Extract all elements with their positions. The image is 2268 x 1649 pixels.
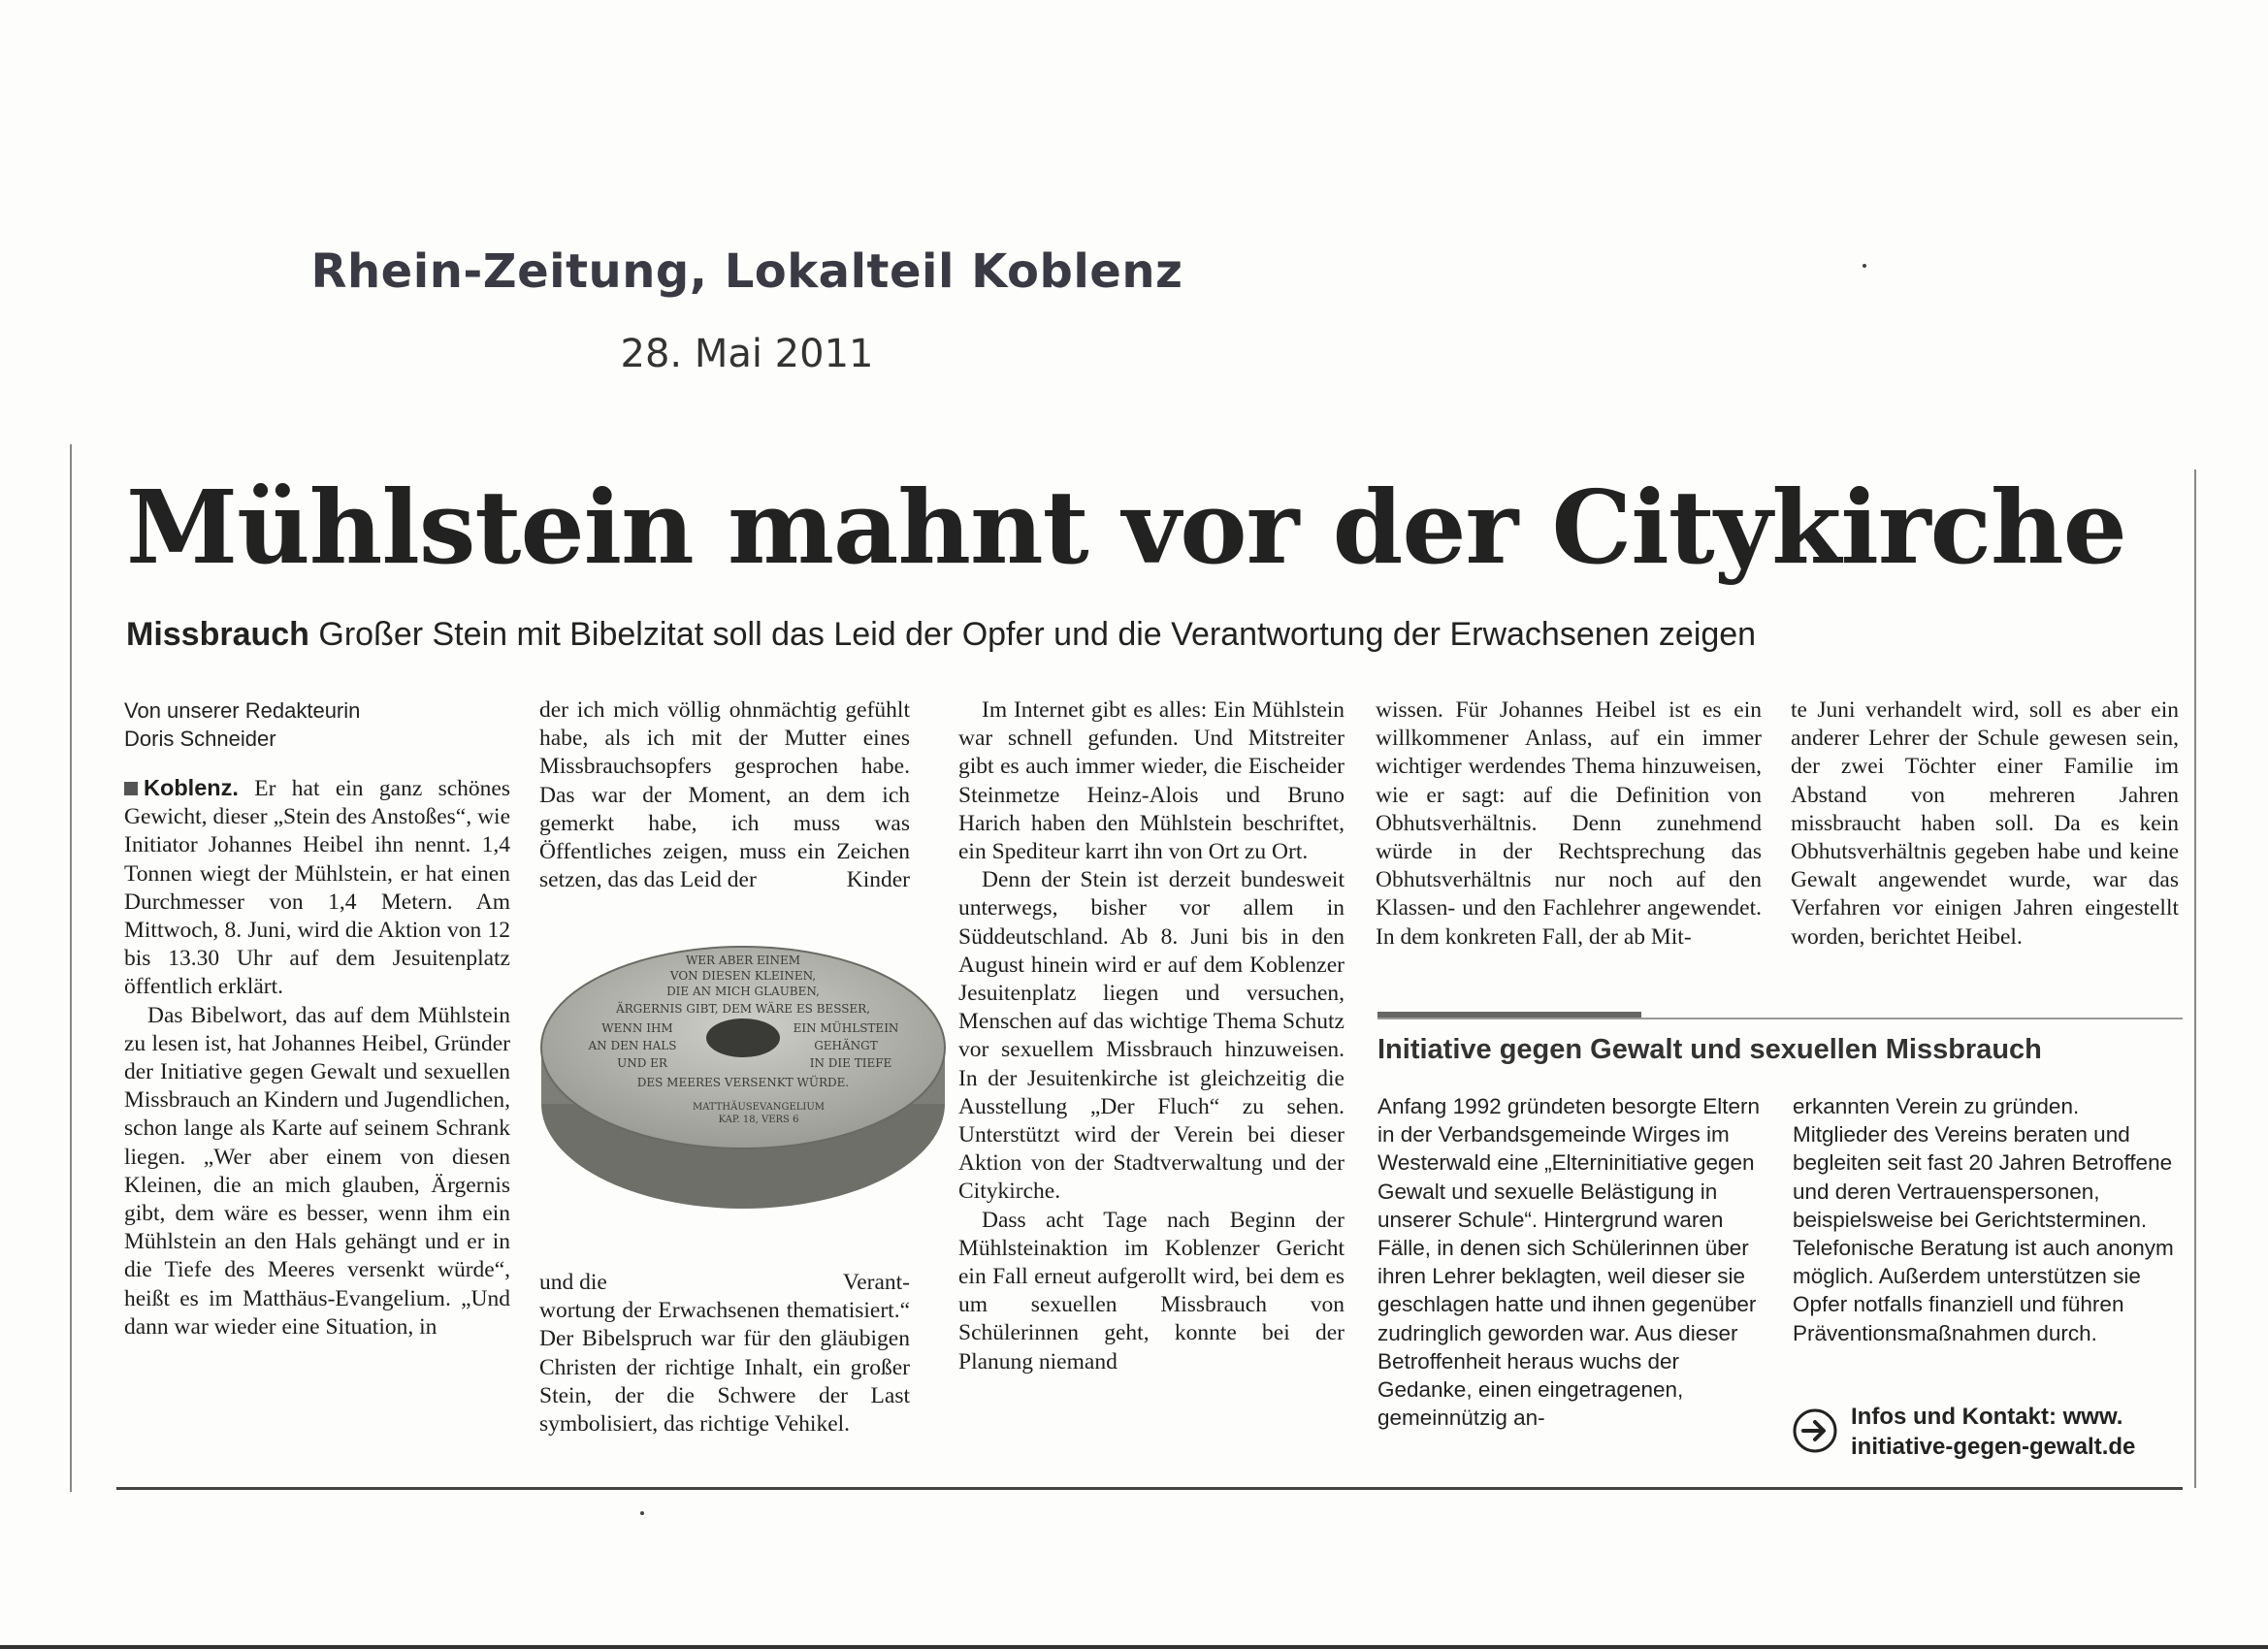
byline bbox=[124, 696, 510, 753]
kicker: Missbrauch bbox=[126, 616, 309, 653]
stone-inscription: IN DIE TIEFE bbox=[809, 1056, 892, 1070]
stone-inscription: DES MEERES VERSENKT WÜRDE. bbox=[636, 1076, 850, 1089]
article-column-5 bbox=[1791, 696, 2179, 952]
square-bullet-icon bbox=[124, 782, 138, 795]
stone-inscription: VON DIESEN KLEINEN, bbox=[669, 969, 817, 983]
article-column-2-top bbox=[539, 696, 910, 894]
article-column-4 bbox=[1376, 696, 1762, 952]
paragraph-text: der ich mich völlig ohnmächtig gefühlt habe, als ich mit der Mutter eines Missbrauchsopfers gesprochen habe. Das war der Moment, an dem ich gemerkt habe, ich muss was Öffentliches zeigen, muss ein Zeichen setzen, das das Leid der bbox=[539, 697, 910, 893]
infobox-title: Initiative gegen Gewalt und sexuellen Missbrauch bbox=[1377, 1034, 2042, 1065]
paragraph: Das Bibelwort, das auf dem Mühlstein zu lesen ist, hat Johannes Heibel, Gründer der Initiative gegen Gewalt und sexuellen Missbrauch an Kindern und Jugendlichen, schon lange als Karte auf seinem Schrank liegen. „Wer aber einem von diesen Kleinen, die an mich glauben, Ärgernis gibt, dem wäre es besser, wenn ihm ein Mühlstein an den Hals gehängt und er in die Tiefe des Meeres versenkt würde“, heißt es im Matthäus-Evangelium. „Und dann war wieder eine Situation, in bbox=[124, 1002, 510, 1340]
words-und-die: und die bbox=[539, 1270, 607, 1295]
headline: Mühlstein mahnt vor der Citykirche bbox=[126, 468, 2126, 587]
scan-speck bbox=[1863, 264, 1866, 268]
stone-inscription: UND ER bbox=[617, 1056, 667, 1070]
stone-inscription: MATTHÄUSEVANGELIUM bbox=[692, 1102, 826, 1113]
paragraph: wortung der Erwachsenen thematisiert.“ Der Bibelspruch war für den gläubigen Christen der richtige Inhalt, ein großer Stein, der die Schwere der Last symbolisiert, das richtige Vehikel. bbox=[539, 1298, 910, 1438]
paragraph-text: Er hat ein ganz schönes Gewicht, dieser „Stein des Anstoßes“, wie Initiator Johannes Heibel ihn nennt. 1,4 Tonnen wiegt der Mühlstein, er hat einen Durchmesser von 1,4 Metern. Am Mittwoch, 8. Juni, wird die Aktion von 12 bis 13.30 Uhr auf dem Jesuitenplatz öffentlich erklärt. bbox=[124, 776, 510, 1000]
stone-inscription: KAP. 18, VERS 6 bbox=[718, 1115, 799, 1125]
bottom-rule bbox=[116, 1487, 2183, 1490]
paragraph: wissen. Für Johannes Heibel ist es ein willkommener Anlass, auf ein immer wichtiger werdendes Thema hinzuweisen, wie er sagt: auf die Definition von Obhutsverhältnis. Denn zunehmend würde in der Rechtsprechung das Obhutsverhältnis nur noch auf den Klassen- und den Fachlehrer angewendet. In dem konkreten Fall, der ab Mit- bbox=[1376, 697, 1762, 950]
millstone-hole bbox=[706, 1018, 780, 1057]
dateline: Koblenz. bbox=[144, 775, 239, 800]
article-column-1 bbox=[124, 696, 510, 1342]
paragraph bbox=[124, 774, 510, 1002]
scan-edge bbox=[0, 1645, 2268, 1649]
contact-url[interactable]: initiative-gegen-gewalt.de bbox=[1851, 1434, 2136, 1460]
stone-inscription: EIN MÜHLSTEIN bbox=[793, 1021, 899, 1035]
byline-label: Von unserer Redakteurin bbox=[124, 698, 361, 723]
paragraph: Denn der Stein ist derzeit bundesweit unterwegs, bisher vor allem in Süddeutschland. Ab 8. Juni bis in den August hinein wird er auf dem Koblenzer Jesuitenplatz liegen und versuchen, Menschen auf das wichtige Thema Schutz vor sexuellem Missbrauch hinzuweisen. In der Jesuitenkirche ist gleichzeitig die Ausstellung „Der Fluch“ zu sehen. Unterstützt wird der Verein bei dieser Aktion von der Stadtverwaltung und der Citykirche. bbox=[958, 867, 1345, 1205]
arrow-right-circle-icon bbox=[1793, 1408, 1837, 1453]
byline-author: Doris Schneider bbox=[124, 727, 276, 751]
paragraph bbox=[539, 1269, 910, 1297]
word-verant: Verant- bbox=[842, 1270, 910, 1295]
paragraph: Dass acht Tage nach Beginn der Mühlsteinaktion im Koblenzer Gericht ein Fall erneut aufgerollt wird, bei dem es um sexuellen Missbrauch von Schülerinnen geht, konnte bei der Planung niemand bbox=[958, 1207, 1345, 1374]
infobox-text: Anfang 1992 gründeten besorgte Eltern in der Verbandsgemeinde Wirges im Westerwald eine „Elterninitiative gegen Gewalt und sexuelle Belästigung in unserer Schule“. Hintergrund waren Fälle, in denen sich Schülerinnen über ihren Lehrer beklagten, weil dieser sie geschlagen hatte und ihnen gegenüber zudringlich geworden war. Aus dieser Betroffenheit heraus wuchs der Gedanke, einen eingetragenen, gemeinnützig an- bbox=[1377, 1094, 1761, 1431]
stone-inscription: WER ABER EINEM bbox=[685, 954, 801, 967]
infobox-column-2 bbox=[1793, 1092, 2177, 1347]
contact-info bbox=[1851, 1402, 2135, 1462]
stone-inscription: GEHÄNGT bbox=[814, 1039, 878, 1052]
paragraph bbox=[539, 696, 910, 894]
subhead-text: Großer Stein mit Bibelzitat soll das Leid der Opfer und die Verantwortung der Erwachsenen zeigen bbox=[318, 616, 1757, 653]
left-column-rule bbox=[70, 444, 72, 1492]
source-title: Rhein-Zeitung, Lokalteil Koblenz bbox=[310, 244, 1183, 299]
paragraph: Im Internet gibt es alles: Ein Mühlstein war schnell gefunden. Und Mitstreiter gibt es auch immer wieder, die Eischeider Steinmetze Heinz-Alois und Bruno Harich haben den Mühlstein beschriftet, ein Spediteur karrt ihn von Ort zu Ort. bbox=[958, 697, 1345, 865]
stone-inscription: AN DEN HALS bbox=[588, 1039, 677, 1052]
subheadline bbox=[126, 616, 1756, 654]
source-date: 28. Mai 2011 bbox=[620, 332, 874, 376]
paragraph: te Juni verhandelt wird, soll es aber ein anderer Lehrer der Schule gewesen sein, der zwei Töchter einer Familie im Abstand von mehreren Jahren missbraucht haben soll. Da es kein Obhutsverhältnis gegeben habe und keine Gewalt angewendet wurde, war das Verfahren vor einigen Jahren eingestellt worden, berichtet Heibel. bbox=[1791, 697, 2179, 950]
right-column-rule bbox=[2194, 469, 2196, 1488]
article-column-3 bbox=[958, 696, 1345, 1376]
stone-inscription: WENN IHM bbox=[601, 1021, 673, 1035]
infobox-text: erkannten Verein zu gründen. Mitglieder des Vereins beraten und begleiten seit fast 20 Jahren Betroffene und deren Vertrauenspersonen, beispielsweise bei Gerichtsterminen. Telefonische Beratung ist auch anonym möglich. Außerdem unterstützen sie Opfer notfalls finanziell und führen Präventionsmaßnahmen durch. bbox=[1793, 1094, 2174, 1345]
stone-inscription: ÄRGERNIS GIBT, DEM WÄRE ES BESSER, bbox=[615, 1002, 871, 1016]
infobox-rule bbox=[1377, 1018, 2183, 1019]
contact-label: Infos und Kontakt: www. bbox=[1851, 1404, 2123, 1430]
millstone-photo bbox=[535, 931, 951, 1222]
scan-speck bbox=[640, 1511, 644, 1515]
infobox-column-1 bbox=[1377, 1092, 1762, 1432]
stone-inscription: DIE AN MICH GLAUBEN, bbox=[666, 985, 820, 998]
word-kinder: Kinder bbox=[846, 867, 910, 893]
article-column-2-bottom bbox=[539, 1269, 910, 1439]
